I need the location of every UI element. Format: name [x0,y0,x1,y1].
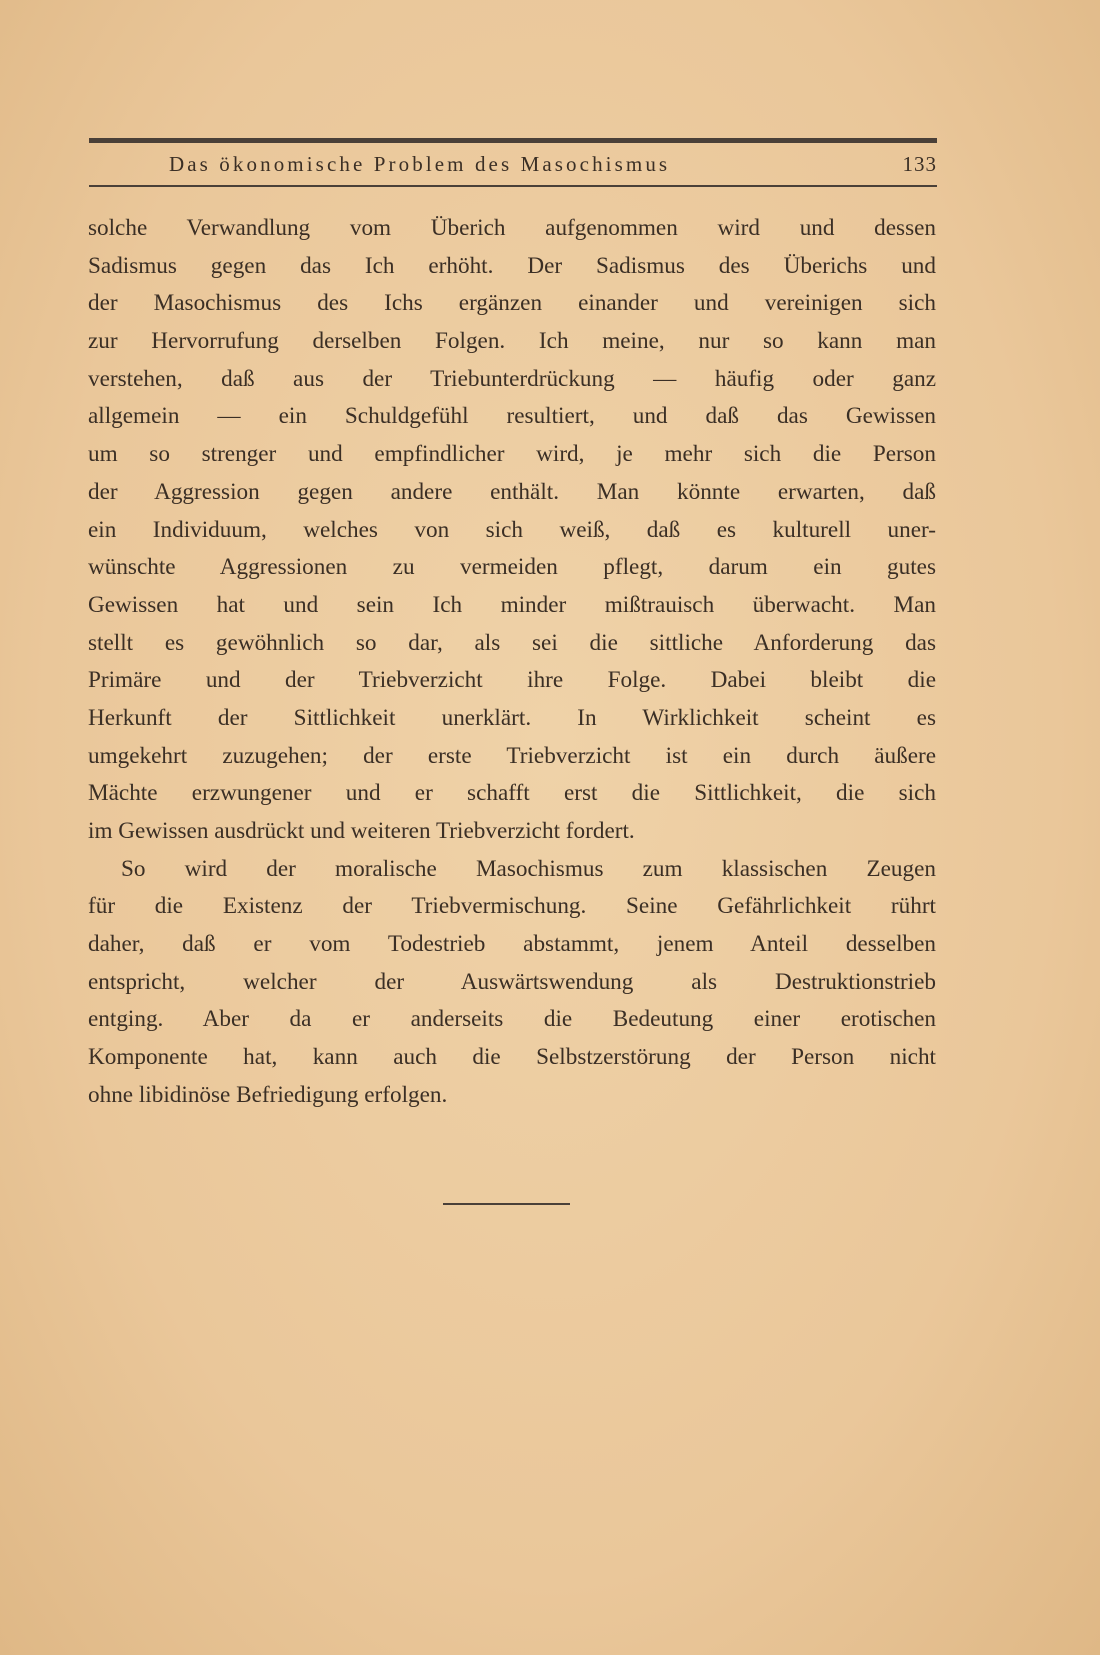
text-line: verstehen, daß aus der Triebunterdrückung — häufig oder ganz [88,365,936,392]
text-line: entging. Aber da er anderseits die Bedeutung einer erotischen [88,1006,936,1033]
running-header [89,150,937,180]
text-line: um so strenger und empfindlicher wird, je mehr sich die Person [88,441,936,468]
text-line: der Aggression gegen andere enthält. Man könnte erwarten, daß [88,478,936,505]
section-end-rule [443,1203,570,1205]
text-line: solche Verwandlung vom Überich aufgenommen wird und dessen [88,215,936,241]
running-title: Das ökonomische Problem des Masochismus [169,152,671,176]
text-line: zur Hervorrufung derselben Folgen. Ich meine, nur so kann man [88,328,936,355]
text-line: Sadismus gegen das Ich erhöht. Der Sadismus des Überichs und [88,252,936,279]
text-line: für die Existenz der Triebvermischung. Seine Gefährlichkeit rührt [88,893,936,920]
text-line: ein Individuum, welches von sich weiß, daß es kulturell uner- [88,516,936,543]
text-line: Mächte erzwungener und er schafft erst die Sittlichkeit, die sich [88,780,936,807]
text-line: ohne libidinöse Befriedigung erfolgen. [88,1081,448,1108]
paragraph [88,210,936,851]
header-rule-thick [89,138,937,143]
text-line: stellt es gewöhnlich so dar, als sei die sittliche Anforderung das [88,629,936,656]
text-line: Primäre und der Triebverzicht ihre Folge. Dabei bleibt die [88,667,936,694]
text-line: im Gewissen ausdrückt und weiteren Triebverzicht fordert. [88,818,635,844]
text-line: So wird der moralische Masochismus zum klassischen Zeugen [121,855,936,882]
text-line: wünschte Aggressionen zu vermeiden pflegt, darum ein gutes [88,554,936,581]
body-text [88,210,936,1115]
paragraph [88,851,936,1115]
text-line: umgekehrt zuzugehen; der erste Triebverzicht ist ein durch äußere [88,742,936,769]
text-line: allgemein — ein Schuldgefühl resultiert, und daß das Gewissen [88,403,936,430]
page-number: 133 [902,152,937,176]
text-line: Gewissen hat und sein Ich minder mißtrauisch überwacht. Man [88,591,936,618]
header-rule-thin [89,185,937,187]
text-line: der Masochismus des Ichs ergänzen einander und vereinigen sich [88,290,936,317]
text-line: entspricht, welcher der Auswärtswendung als Destruktionstrieb [88,968,936,995]
text-line: daher, daß er vom Todestrieb abstammt, jenem Anteil desselben [88,931,936,958]
text-line: Komponente hat, kann auch die Selbstzerstörung der Person nicht [88,1044,936,1071]
text-line: Herkunft der Sittlichkeit unerklärt. In Wirklichkeit scheint es [88,704,936,731]
